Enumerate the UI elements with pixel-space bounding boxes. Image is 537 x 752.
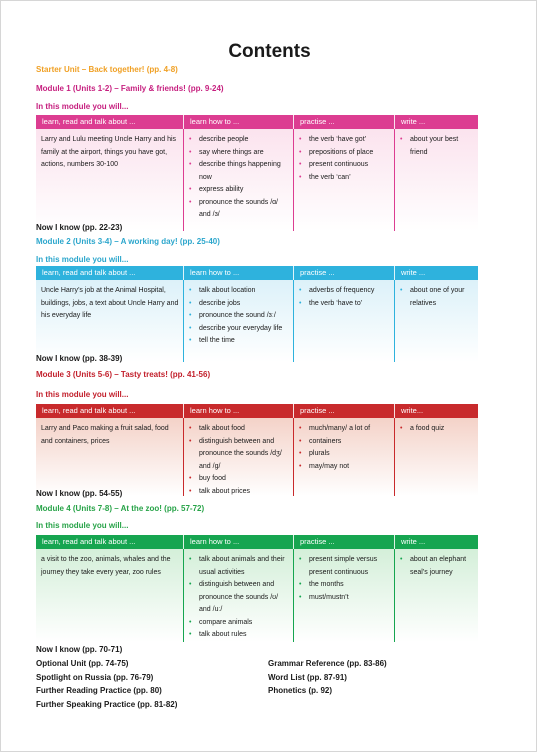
table-body — [36, 280, 478, 362]
table-header — [36, 266, 478, 280]
write-list — [400, 285, 474, 310]
learn-cell: a visit to the zoo, animals, whales and the journey they take every year, zoo rules — [36, 549, 184, 642]
list-item: • the verb ‘have got’ — [299, 134, 390, 147]
module-2-intro: In this module you will... — [36, 255, 129, 264]
footer-item-spotlight-on-russia: Spotlight on Russia (pp. 76-79) — [36, 672, 154, 682]
module-2-heading: Module 2 (Units 3-4) – A working day! (pp. 25-40) — [36, 237, 220, 246]
list-item: • pronounce the sounds /ɑ/ and /ɜ/ — [189, 197, 289, 222]
footer-item-further-speaking: Further Speaking Practice (pp. 81-82) — [36, 699, 178, 709]
header-write: write ... — [401, 537, 426, 546]
write-cell — [395, 280, 478, 362]
list-item: • express ability — [189, 184, 289, 197]
list-item: • describe jobs — [189, 298, 289, 311]
list-item: • talk about prices — [189, 486, 289, 499]
list-item: • compare animals — [189, 617, 289, 630]
learn-how-cell — [184, 418, 294, 496]
header-learn: learn, read and talk about ... — [36, 404, 184, 418]
header-learn-how: learn how to ... — [184, 535, 294, 549]
list-item: • containers — [299, 436, 390, 449]
module-1-heading: Module 1 (Units 1-2) – Family & friends! (pp. 9-24) — [36, 84, 224, 93]
learn-how-list — [189, 285, 289, 348]
footer-item-grammar-reference: Grammar Reference (pp. 83-86) — [268, 659, 387, 668]
list-item: • the months — [299, 579, 390, 592]
write-list — [400, 554, 474, 579]
list-item: • prepositions of place — [299, 147, 390, 160]
module-1-table — [36, 115, 478, 231]
footer-item-further-reading: Further Reading Practice (pp. 80) — [36, 686, 162, 695]
list-item: • distinguish between and pronounce the sounds /dʒ/ and /g/ — [189, 436, 289, 474]
module-4-intro: In this module you will... — [36, 521, 129, 530]
practise-cell — [294, 280, 395, 362]
list-item: • talk about rules — [189, 629, 289, 642]
header-learn: learn, read and talk about ... — [36, 115, 184, 129]
practise-cell — [294, 129, 395, 231]
list-item: • talk about animals and their usual activities — [189, 554, 289, 579]
table-body — [36, 549, 478, 642]
write-list — [400, 134, 474, 159]
list-item: • present continuous — [299, 159, 390, 172]
header-write: write... — [401, 406, 424, 415]
list-item: • about an elephant seal’s journey — [400, 554, 474, 579]
list-item: • tell the time — [189, 335, 289, 348]
module-2-table — [36, 266, 478, 362]
module-1-intro: In this module you will... — [36, 102, 129, 111]
module-2-now-i-know: Now I know (pp. 38-39) — [36, 354, 123, 363]
list-item: • talk about food — [189, 423, 289, 436]
practise-list — [299, 134, 390, 184]
learn-how-list — [189, 134, 289, 222]
write-cell — [395, 549, 478, 642]
list-item: • the verb ‘have to’ — [299, 298, 390, 311]
module-3-heading: Module 3 (Units 5-6) – Tasty treats! (pp. 41-56) — [36, 370, 211, 379]
learn-how-list — [189, 423, 289, 498]
list-item: • much/many/ a lot of — [299, 423, 390, 436]
header-learn: learn, read and talk about ... — [36, 266, 184, 280]
write-cell — [395, 129, 478, 231]
header-learn-how: learn how to ... — [184, 404, 294, 418]
header-learn-how: learn how to ... — [184, 266, 294, 280]
module-3-now-i-know: Now I know (pp. 54-55) — [36, 489, 123, 498]
footer-item-optional-unit: Optional Unit (pp. 74-75) — [36, 659, 129, 668]
footer-left-list — [36, 657, 177, 711]
header-practise: practise ... — [294, 404, 395, 418]
module-4-now-i-know: Now I know (pp. 70-71) — [36, 645, 123, 654]
list-item: • a food quiz — [400, 423, 474, 436]
table-header — [36, 115, 478, 129]
list-item: • present simple versus present continuous — [299, 554, 390, 579]
module-1-now-i-know: Now I know (pp. 22-23) — [36, 223, 123, 232]
list-item: • about your best friend — [400, 134, 474, 159]
learn-cell: Larry and Paco making a fruit salad, food and containers, prices — [36, 418, 184, 496]
table-header — [36, 535, 478, 549]
practise-list — [299, 285, 390, 310]
starter-unit-heading: Starter Unit – Back together! (pp. 4-8) — [36, 65, 178, 74]
list-item: • talk about location — [189, 285, 289, 298]
header-practise: practise ... — [294, 535, 395, 549]
list-item: • say where things are — [189, 147, 289, 160]
footer-item-word-list: Word List (pp. 87-91) — [268, 672, 347, 682]
practise-list — [299, 423, 390, 473]
page-title: Contents — [228, 41, 311, 62]
header-practise: practise ... — [294, 115, 395, 129]
learn-cell: Larry and Lulu meeting Uncle Harry and his family at the airport, things you have got, actions, numbers 30-100 — [36, 129, 184, 231]
module-3-table — [36, 404, 478, 496]
footer-right-list — [268, 657, 387, 698]
write-cell — [395, 418, 478, 496]
list-item: • distinguish between and pronounce the sounds /ʊ/ and /uː/ — [189, 579, 289, 617]
table-body — [36, 129, 478, 231]
learn-how-cell — [184, 549, 294, 642]
footer-item-phonetics: Phonetics (p. 92) — [268, 686, 333, 695]
learn-how-cell — [184, 280, 294, 362]
header-write: write ... — [401, 117, 426, 126]
list-item: • must/mustn’t — [299, 592, 390, 605]
list-item: • the verb ‘can’ — [299, 172, 390, 185]
header-practise: practise ... — [294, 266, 395, 280]
practise-cell — [294, 549, 395, 642]
table-header — [36, 404, 478, 418]
list-item: • pronounce the sound /ɜː/ — [189, 310, 289, 323]
list-item: • may/may not — [299, 461, 390, 474]
header-learn: learn, read and talk about ... — [36, 535, 184, 549]
learn-how-list — [189, 554, 289, 642]
module-4-table — [36, 535, 478, 642]
list-item: • about one of your relatives — [400, 285, 474, 310]
header-learn-how: learn how to ... — [184, 115, 294, 129]
module-4-heading: Module 4 (Units 7-8) – At the zoo! (pp. 57-72) — [36, 504, 205, 513]
list-item: • plurals — [299, 448, 390, 461]
write-list — [400, 423, 474, 436]
table-body — [36, 418, 478, 496]
learn-cell: Uncle Harry’s job at the Animal Hospital, buildings, jobs, a text about Uncle Harry and his everyday life — [36, 280, 184, 362]
header-write: write ... — [401, 268, 426, 277]
list-item: • describe your everyday life — [189, 323, 289, 336]
list-item: • buy food — [189, 473, 289, 486]
list-item: • describe people — [189, 134, 289, 147]
module-3-intro: In this module you will... — [36, 390, 129, 399]
list-item: • describe things happening now — [189, 159, 289, 184]
list-item: • adverbs of frequency — [299, 285, 390, 298]
practise-list — [299, 554, 390, 604]
learn-how-cell — [184, 129, 294, 231]
practise-cell — [294, 418, 395, 496]
